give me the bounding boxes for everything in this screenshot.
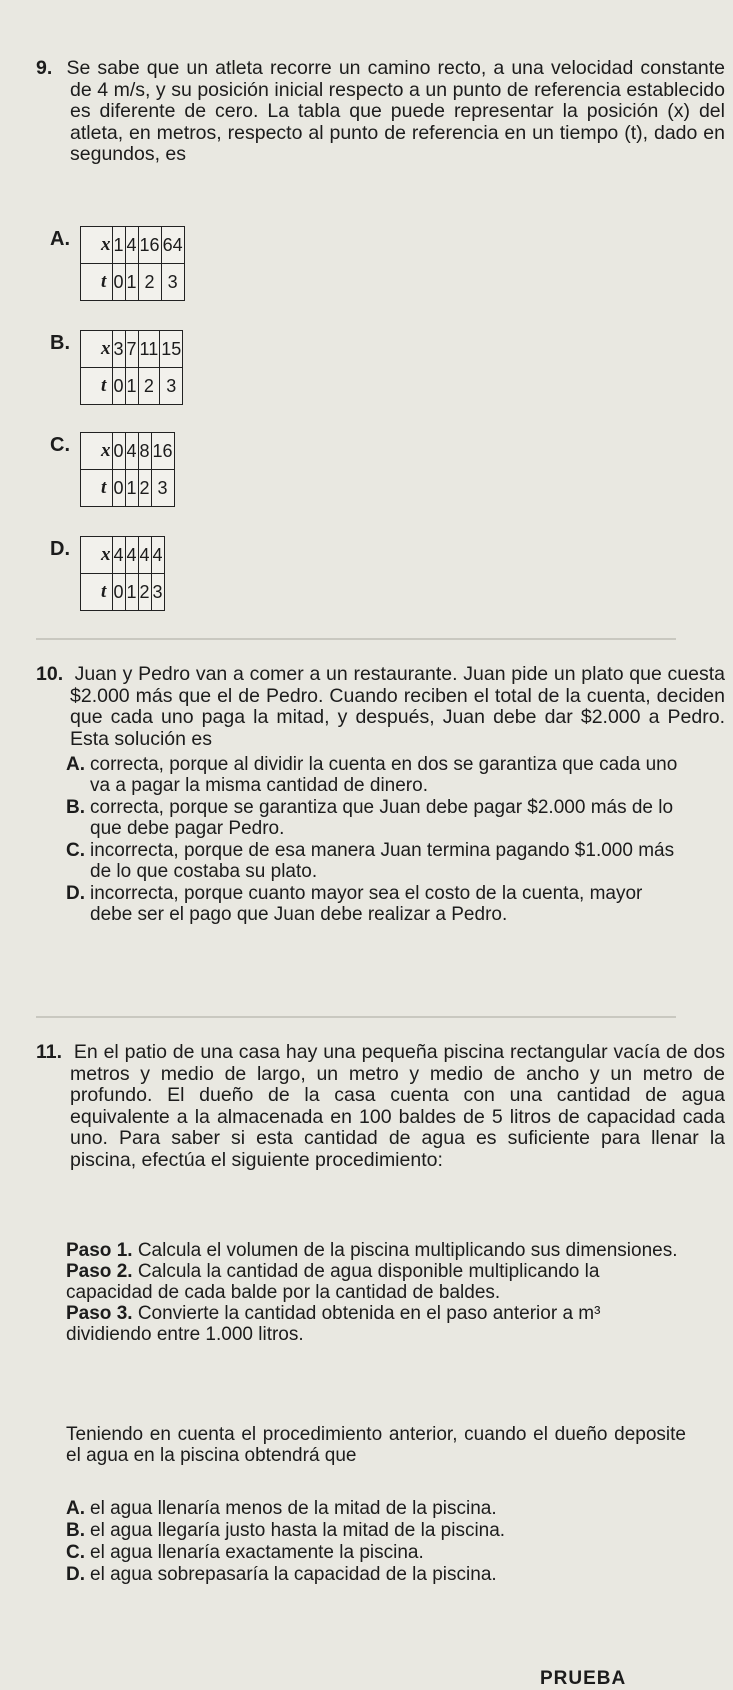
option-d-table — [80, 536, 165, 611]
var-t: t — [81, 264, 113, 301]
var-x: x — [81, 433, 113, 470]
q11-step-1 — [66, 1240, 686, 1261]
cell: 0 — [112, 264, 125, 301]
q10-number: 10. — [36, 663, 64, 685]
cell: 0 — [112, 470, 125, 507]
q10-statement — [36, 664, 725, 750]
q11-step-2 — [66, 1261, 686, 1303]
cell: 3 — [151, 574, 164, 611]
option-letter: D. — [50, 538, 70, 560]
cell: 1 — [125, 264, 138, 301]
cell: 3 — [161, 264, 184, 301]
option-letter: A. — [66, 754, 85, 775]
step-text: Calcula la cantidad de agua disponible multiplicando la capacidad de cada balde por la cantidad de baldes. — [66, 1261, 600, 1303]
q10-option-d[interactable] — [66, 883, 686, 925]
option-text: el agua llenaría exactamente la piscina. — [90, 1542, 424, 1563]
q10-option-c[interactable] — [66, 840, 686, 882]
option-letter: B. — [50, 332, 70, 354]
cell: 16 — [151, 433, 174, 470]
cell: 2 — [138, 470, 151, 507]
q11-statement — [36, 1042, 725, 1171]
option-letter: A. — [50, 228, 70, 250]
cell: 64 — [161, 227, 184, 264]
cell: 16 — [138, 227, 161, 264]
cell: 1 — [125, 574, 138, 611]
option-text: incorrecta, porque cuanto mayor sea el costo de la cuenta, mayor debe ser el pago que Juan debe realizar a Pedro. — [90, 883, 643, 925]
q10-option-a[interactable] — [66, 754, 686, 796]
step-text: Convierte la cantidad obtenida en el paso anterior a m³ dividiendo entre 1.000 litros. — [66, 1303, 601, 1345]
q11-step-3 — [66, 1303, 686, 1345]
cell: 4 — [125, 227, 138, 264]
cell: 1 — [125, 470, 138, 507]
cell: 1 — [125, 368, 138, 405]
cell: 2 — [138, 264, 161, 301]
option-letter: C. — [66, 840, 85, 861]
q9-number: 9. — [36, 57, 53, 79]
option-text: el agua sobrepasaría la capacidad de la piscina. — [90, 1564, 497, 1585]
cell: 4 — [151, 537, 164, 574]
q11-prompt: Teniendo en cuenta el procedimiento anterior, cuando el dueño deposite el agua en la piscina obtendrá que — [66, 1424, 686, 1466]
q10-option-b[interactable] — [66, 797, 686, 839]
option-b-table — [80, 330, 183, 405]
cell: 3 — [112, 331, 125, 368]
option-text: incorrecta, porque de esa manera Juan termina pagando $1.000 más de lo que costaba su plato. — [90, 840, 675, 882]
option-letter: B. — [66, 797, 85, 818]
q10-text: Juan y Pedro van a comer a un restaurante. Juan pide un plato que cuesta $2.000 más que el de Pedro. Cuando reciben el total de la cuenta, deciden que cada uno paga la mitad, y después, Juan debe dar $2.000 a Pedro. Esta solución es — [70, 663, 726, 750]
q11-number: 11. — [36, 1041, 63, 1063]
var-x: x — [81, 331, 113, 368]
option-c-table — [80, 432, 175, 507]
step-text: Calcula el volumen de la piscina multiplicando sus dimensiones. — [137, 1240, 678, 1261]
q11-option-d[interactable] — [66, 1564, 686, 1585]
q9-text: Se sabe que un atleta recorre un camino recto, a una velocidad constante de 4 m/s, y su posición inicial respecto a un punto de referencia establecido es diferente de cero. La tabla que puede representar la posición (x) del atleta, en metros, respecto al punto de referencia en un tiempo (t), dado en segundos, es — [66, 57, 725, 165]
footer-label: PRUEBA — [540, 1668, 627, 1689]
q11-options — [66, 1498, 686, 1586]
q10-options — [66, 754, 686, 926]
cell: 8 — [138, 433, 151, 470]
cell: 4 — [125, 433, 138, 470]
q11-procedure — [66, 1240, 686, 1345]
option-text: el agua llegaría justo hasta la mitad de la piscina. — [90, 1520, 506, 1541]
cell: 1 — [112, 227, 125, 264]
var-t: t — [81, 368, 113, 405]
option-letter: A. — [66, 1498, 85, 1519]
option-letter: B. — [66, 1520, 85, 1541]
cell: 11 — [138, 331, 160, 368]
section-divider — [36, 1016, 676, 1018]
step-label: Paso 1. — [66, 1240, 133, 1261]
option-letter: D. — [66, 1564, 85, 1585]
option-text: el agua llenaría menos de la mitad de la piscina. — [90, 1498, 497, 1519]
cell: 0 — [112, 368, 125, 405]
step-label: Paso 3. — [66, 1303, 133, 1324]
cell: 0 — [112, 574, 125, 611]
option-text: correcta, porque al dividir la cuenta en dos se garantiza que cada uno va a pagar la misma cantidad de dinero. — [90, 754, 678, 796]
cell: 15 — [160, 331, 183, 368]
option-letter: C. — [66, 1542, 85, 1563]
q11-option-b[interactable] — [66, 1520, 686, 1541]
cell: 3 — [160, 368, 183, 405]
q9-statement — [36, 58, 725, 166]
option-letter: C. — [50, 434, 70, 456]
var-t: t — [81, 574, 113, 611]
cell: 2 — [138, 368, 160, 405]
var-t: t — [81, 470, 113, 507]
var-x: x — [81, 537, 113, 574]
option-text: correcta, porque se garantiza que Juan debe pagar $2.000 más de lo que debe pagar Pedro. — [90, 797, 674, 839]
step-label: Paso 2. — [66, 1261, 133, 1282]
cell: 4 — [138, 537, 151, 574]
section-divider — [36, 638, 676, 640]
q11-option-c[interactable] — [66, 1542, 686, 1563]
option-letter: D. — [66, 883, 85, 904]
var-x: x — [81, 227, 113, 264]
cell: 0 — [112, 433, 125, 470]
option-a-table — [80, 226, 185, 301]
cell: 3 — [151, 470, 174, 507]
q11-option-a[interactable] — [66, 1498, 686, 1519]
cell: 4 — [112, 537, 125, 574]
q11-text: En el patio de una casa hay una pequeña piscina rectangular vacía de dos metros y medio de largo, un metro y medio de ancho y un metro de profundo. El dueño de la casa cuenta con una cantidad de agua equivalente a la almacenada en 100 baldes de 5 litros de capacidad cada uno. Para saber si esta cantidad de agua es suficiente para llenar la piscina, efectúa el siguiente procedimiento: — [70, 1041, 725, 1171]
cell: 7 — [125, 331, 138, 368]
cell: 2 — [138, 574, 151, 611]
cell: 4 — [125, 537, 138, 574]
